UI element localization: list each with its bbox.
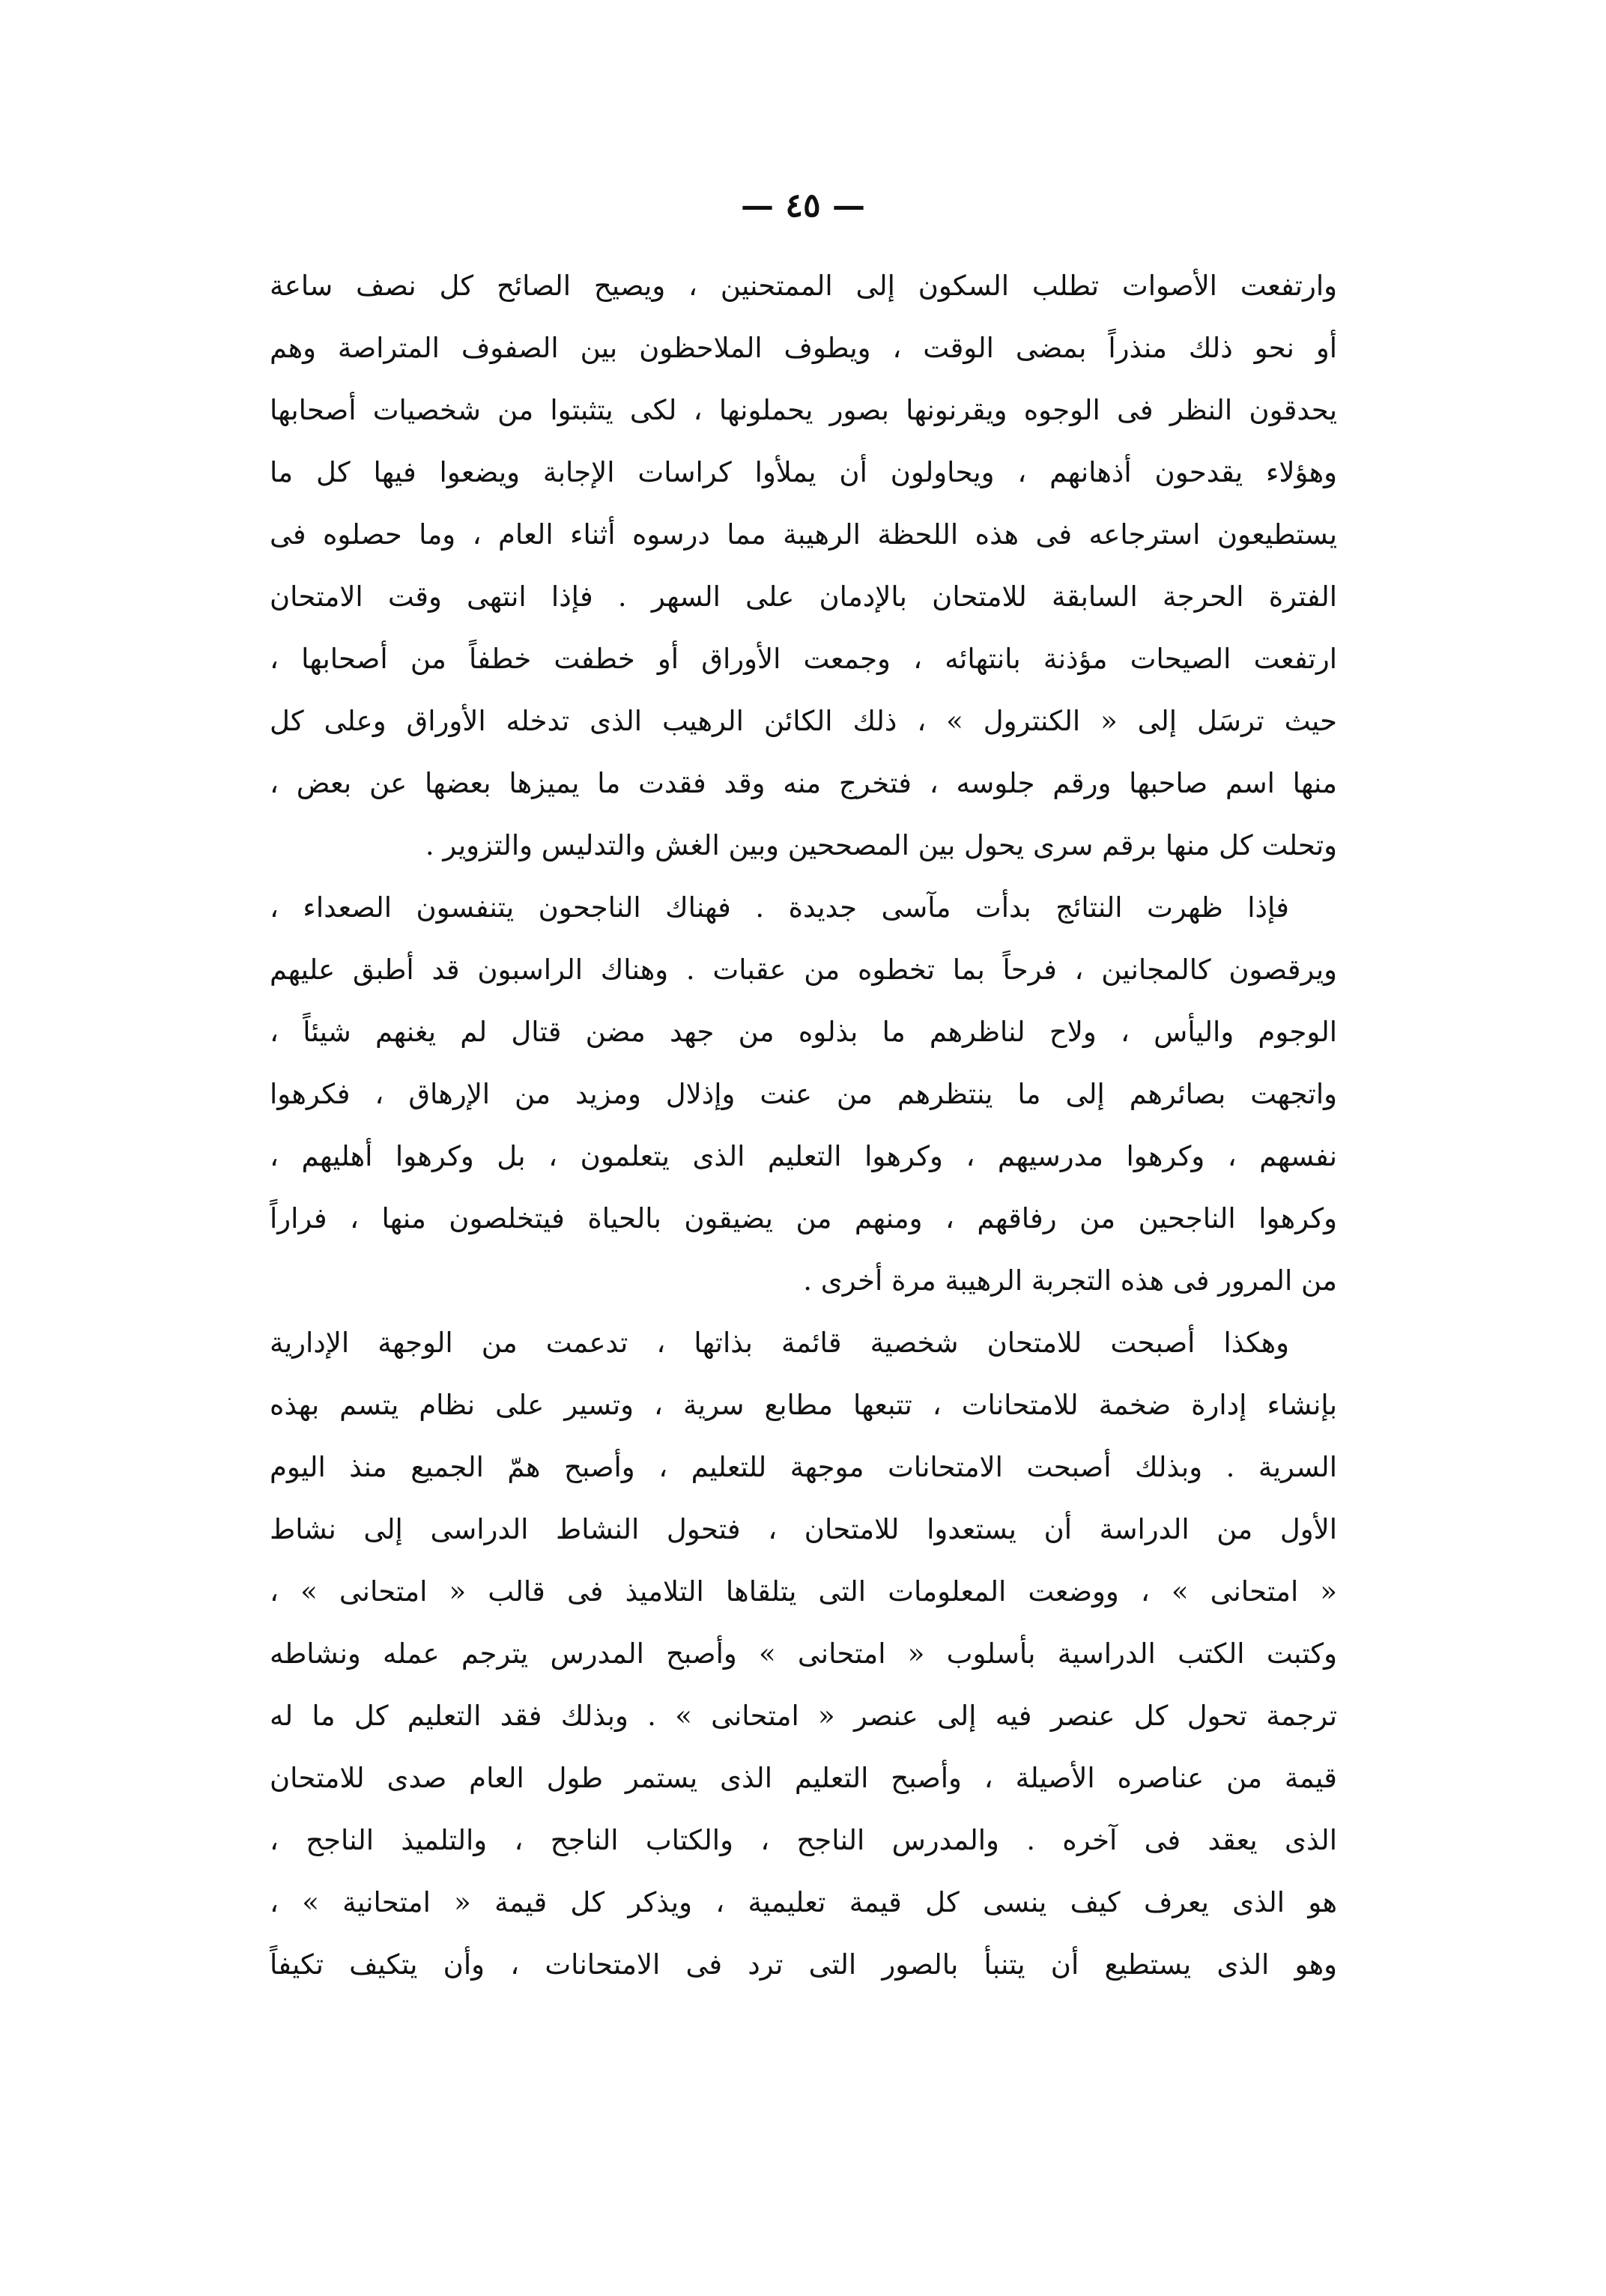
text-line: ارتفعت الصيحات مؤذنة بانتهائه ، وجمعت الأوراق أو خطفت خطفاً من أصحابها ، — [270, 643, 1337, 675]
text-line: وتحلت كل منها برقم سرى يحول بين المصححين وبين الغش والتدليس والتزوير . — [425, 829, 1337, 861]
text-line: ويرقصون كالمجانين ، فرحاً بما تخطوه من عقبات . وهناك الراسبون قد أطبق عليهم — [270, 954, 1337, 986]
text-line: « امتحانى » ، ووضعت المعلومات التى يتلقاها التلاميذ فى قالب « امتحانى » ، — [270, 1575, 1337, 1608]
text-line: السرية . وبذلك أصبحت الامتحانات موجهة للتعليم ، وأصبح همّ الجميع منذ اليوم — [270, 1451, 1337, 1483]
text-line: واتجهت بصائرهم إلى ما ينتظرهم من عنت وإذلال ومزيد من الإرهاق ، فكرهوا — [270, 1078, 1337, 1110]
text-line: الفترة الحرجة السابقة للامتحان بالإدمان على السهر . فإذا انتهى وقت الامتحان — [270, 581, 1337, 613]
text-line: وكتبت الكتب الدراسية بأسلوب « امتحانى » وأصبح المدرس يترجم عمله ونشاطه — [270, 1638, 1337, 1670]
text-line: يستطيعون استرجاعه فى هذه اللحظة الرهيبة مما درسوه أثناء العام ، وما حصلوه فى — [270, 518, 1337, 551]
text-line: من المرور فى هذه التجربة الرهيبة مرة أخرى . — [803, 1264, 1337, 1297]
text-line: وهو الذى يستطيع أن يتنبأ بالصور التى ترد فى الامتحانات ، وأن يتكيف تكيفاً — [270, 1948, 1337, 1981]
text-line: هو الذى يعرف كيف ينسى كل قيمة تعليمية ، ويذكر كل قيمة « امتحانية » ، — [270, 1886, 1337, 1918]
text-line: ترجمة تحول كل عنصر فيه إلى عنصر « امتحانى » . وبذلك فقد التعليم كل ما له — [270, 1700, 1337, 1732]
text-line: وكرهوا الناجحين من رفاقهم ، ومنهم من يضيقون بالحياة فيتخلصون منها ، فراراً — [270, 1202, 1337, 1235]
page-number: — ٤٥ — — [741, 187, 865, 225]
text-line: وهكذا أصبحت للامتحان شخصية قائمة بذاتها ، تدعمت من الوجهة الإدارية — [270, 1327, 1289, 1359]
text-line: الأول من الدراسة أن يستعدوا للامتحان ، فتحول النشاط الدراسى إلى نشاط — [270, 1513, 1337, 1545]
text-line: نفسهم ، وكرهوا مدرسيهم ، وكرهوا التعليم الذى يتعلمون ، بل وكرهوا أهليهم ، — [270, 1140, 1337, 1172]
text-line: الذى يعقد فى آخره . والمدرس الناجح ، والكتاب الناجح ، والتلميذ الناجح ، — [270, 1824, 1337, 1856]
text-line: وهؤلاء يقدحون أذهانهم ، ويحاولون أن يملأوا كراسات الإجابة ويضعوا فيها كل ما — [270, 456, 1337, 488]
text-line: فإذا ظهرت النتائج بدأت مآسى جديدة . فهناك الناجحون يتنفسون الصعداء ، — [270, 891, 1289, 924]
text-line: بإنشاء إدارة ضخمة للامتحانات ، تتبعها مطابع سرية ، وتسير على نظام يتسم بهذه — [270, 1389, 1337, 1421]
text-line: قيمة من عناصره الأصيلة ، وأصبح التعليم الذى يستمر طول العام صدى للامتحان — [270, 1762, 1337, 1794]
text-line: وارتفعت الأصوات تطلب السكون إلى الممتحنين ، ويصيح الصائح كل نصف ساعة — [270, 270, 1337, 302]
text-line: منها اسم صاحبها ورقم جلوسه ، فتخرج منه وقد فقدت ما يميزها بعضها عن بعض ، — [270, 767, 1337, 799]
text-line: الوجوم واليأس ، ولاح لناظرهم ما بذلوه من جهد مضن قتال لم يغنهم شيئاً ، — [270, 1016, 1337, 1048]
text-line: أو نحو ذلك منذراً بمضى الوقت ، ويطوف الملاحظون بين الصفوف المتراصة وهم — [270, 332, 1337, 364]
text-line: حيث ترسَل إلى « الكنترول » ، ذلك الكائن الرهيب الذى تدخله الأوراق وعلى كل — [270, 705, 1337, 737]
body-text — [270, 255, 1337, 1996]
text-line: يحدقون النظر فى الوجوه ويقرنونها بصور يحملونها ، لكى يتثبتوا من شخصيات أصحابها — [270, 394, 1337, 426]
